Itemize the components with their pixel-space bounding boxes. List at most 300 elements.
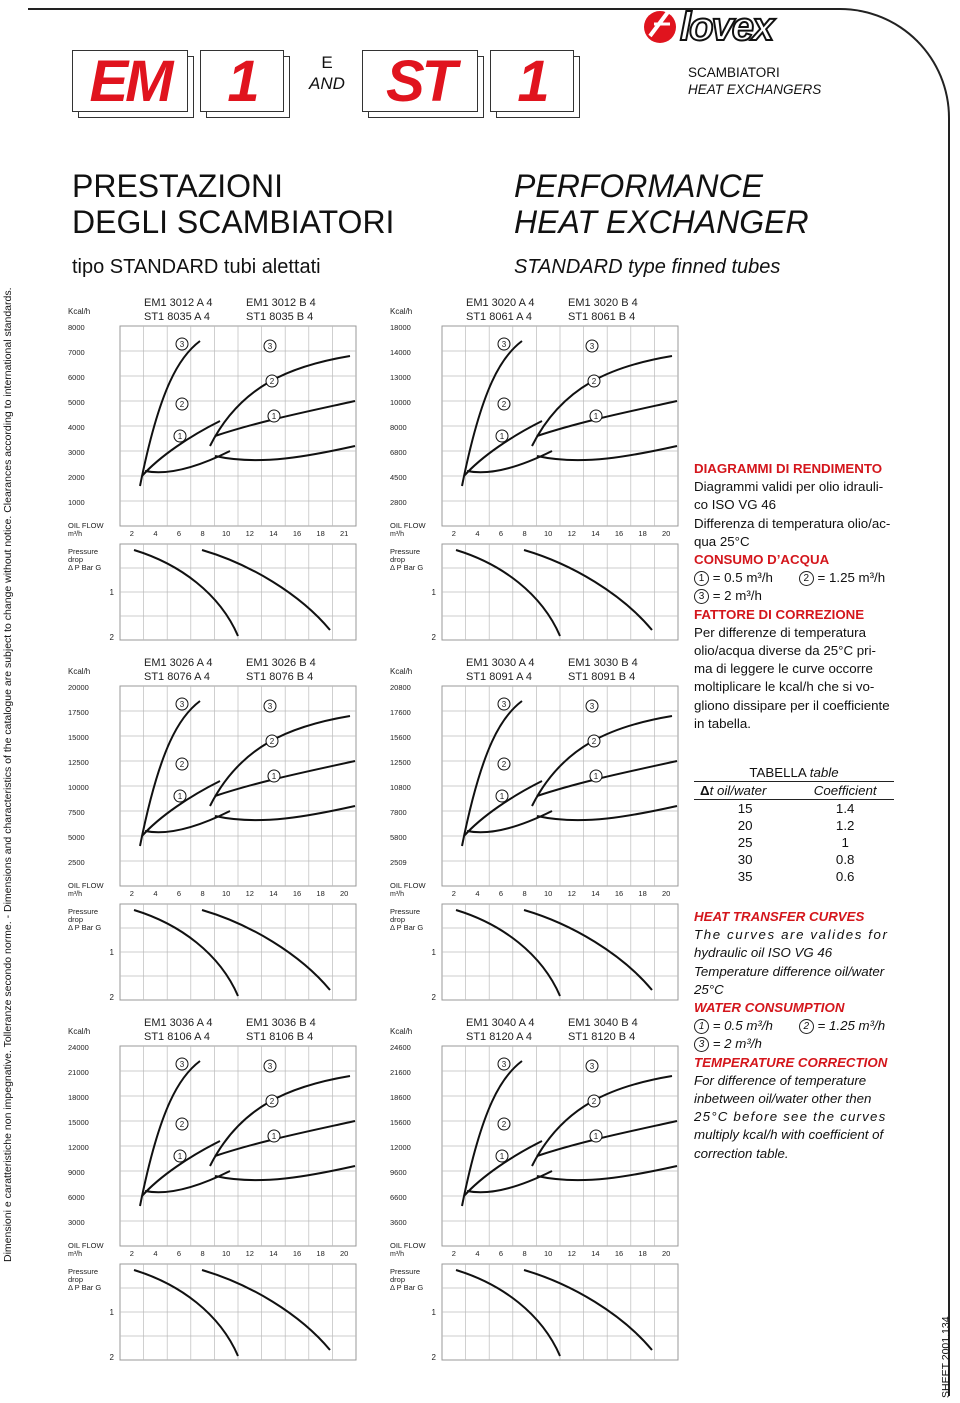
- title-english: PERFORMANCE HEAT EXCHANGER: [514, 168, 809, 240]
- table-row: [694, 834, 894, 851]
- flovex-logo: [640, 6, 820, 46]
- axis-label-pressure: Pressure: [390, 907, 421, 916]
- x-tick-label: 16: [292, 529, 302, 538]
- pressure-curve-b: [202, 1270, 330, 1350]
- x-tick-label: 8: [522, 529, 527, 538]
- text-line: Differenza di temperatura olio/ac-: [694, 515, 891, 531]
- y-tick-label: 18000: [390, 323, 411, 332]
- x-tick-label: 16: [292, 1249, 302, 1258]
- axis-label-pressure: Δ P Bar G: [390, 563, 424, 572]
- axis-unit-oil-flow: m³/h: [390, 531, 404, 538]
- x-tick-label: 12: [245, 889, 254, 898]
- heading-temperature: TEMPERATURE CORRECTION: [694, 1054, 888, 1070]
- y-tick-label: 1: [431, 588, 436, 597]
- x-tick-label: 8: [200, 529, 205, 538]
- x-tick-label: 20: [662, 1249, 671, 1258]
- x-tick-label: 2: [451, 889, 456, 898]
- x-tick-label: 6: [176, 889, 182, 898]
- table-cell: 35: [737, 869, 753, 884]
- x-tick-label: 10: [222, 889, 231, 898]
- axis-unit-kcal: Kcal/h: [68, 307, 91, 316]
- axis-unit-kcal: Kcal/h: [390, 667, 413, 676]
- axis-label-pressure: Δ P Bar G: [390, 923, 424, 932]
- y-tick-label: 10000: [390, 398, 411, 407]
- pressure-curve-a: [456, 550, 560, 636]
- y-tick-label: 8000: [390, 423, 407, 432]
- axis-unit-oil-flow: m³/h: [68, 1251, 82, 1258]
- y-tick-label: 12000: [68, 1143, 89, 1152]
- axis-label-oil-flow: OIL FLOW: [68, 881, 104, 890]
- x-tick-label: 8: [522, 1249, 527, 1258]
- model-label-b2: ST1 8091 B 4: [568, 671, 636, 683]
- axis-unit-oil-flow: m³/h: [390, 1251, 404, 1258]
- y-tick-label: 2: [109, 633, 114, 642]
- x-tick-label: 10: [222, 529, 231, 538]
- text-line: multiply kcal/h with coefficient of: [694, 1127, 884, 1143]
- curve-marker-label: 3: [267, 1062, 273, 1071]
- performance-chart: [62, 650, 362, 1020]
- table-cell: 0.6: [835, 869, 855, 884]
- table-cell: 20: [737, 818, 753, 833]
- pressure-curve-a: [134, 550, 238, 636]
- x-tick-label: 6: [176, 529, 182, 538]
- x-tick-label: 16: [292, 889, 302, 898]
- y-tick-label: 17500: [68, 708, 89, 717]
- model-label-b1: EM1 3026 B 4: [246, 657, 316, 669]
- curve-marker-label: 1: [499, 1152, 505, 1161]
- axis-label-pressure: drop: [68, 915, 84, 924]
- text-line: The curves are valides for: [694, 927, 889, 943]
- curve-marker-label: 1: [593, 1132, 599, 1141]
- y-tick-label: 3000: [68, 1218, 85, 1227]
- heading-heat-transfer: HEAT TRANSFER CURVES: [694, 909, 865, 924]
- text-line: olio/acqua diverse da 25°C pri-: [694, 643, 876, 659]
- performance-chart: [384, 290, 684, 660]
- pressure-curve-b: [202, 550, 330, 630]
- x-tick-label: 8: [200, 889, 205, 898]
- x-tick-label: 18: [316, 889, 325, 898]
- curve-marker-label: 2: [591, 1097, 597, 1106]
- axis-unit-oil-flow: m³/h: [68, 531, 82, 538]
- y-tick-label: 2000: [68, 473, 85, 482]
- table-cell: 0.8: [835, 852, 855, 867]
- y-tick-label: 15600: [390, 1118, 411, 1127]
- text-line: moltiplicare le kcal/h che si vo-: [694, 679, 875, 695]
- circle-2-icon: 2: [799, 571, 814, 586]
- table-cell: 1.4: [835, 801, 855, 816]
- one-box-a: 1: [200, 50, 284, 112]
- axis-label-oil-flow: OIL FLOW: [68, 1241, 104, 1250]
- x-tick-label: 4: [153, 1249, 158, 1258]
- y-tick-label: 3000: [68, 448, 85, 457]
- consumption-line-1: 1 = 0.5 m³/h 2 = 1.25 m³/h: [694, 569, 890, 587]
- y-tick-label: 9000: [68, 1168, 85, 1177]
- table-title: TABELLA table: [694, 764, 894, 782]
- model-label-b2: ST1 8061 B 4: [568, 311, 636, 323]
- circle-1-icon: 1: [694, 1019, 709, 1034]
- y-tick-label: 21000: [68, 1068, 89, 1077]
- curve-marker-label: 3: [179, 1060, 185, 1069]
- y-tick-label: 2509: [390, 858, 407, 867]
- x-tick-label: 21: [340, 529, 349, 538]
- heading-consumo: CONSUMO D’ACQUA: [694, 552, 830, 568]
- pressure-curve-a: [456, 910, 560, 996]
- text-line: qua 25°C: [694, 533, 750, 549]
- x-tick-label: 20: [340, 889, 349, 898]
- pressure-curve-b: [524, 910, 652, 990]
- axis-label-pressure: drop: [390, 555, 406, 564]
- curve-marker-label: 1: [499, 792, 505, 801]
- x-tick-label: 2: [451, 529, 456, 538]
- model-label-a1: EM1 3012 A 4: [144, 297, 213, 309]
- y-tick-label: 1: [431, 948, 436, 957]
- y-tick-label: 5800: [390, 833, 407, 842]
- consumption-line-1: 1 = 0.5 m³/h 2 = 1.25 m³/h: [694, 1017, 889, 1035]
- x-tick-label: 12: [567, 889, 576, 898]
- performance-chart: [62, 290, 362, 660]
- model-label-a2: ST1 8091 A 4: [466, 671, 533, 683]
- curve-marker-label: 2: [269, 737, 275, 746]
- y-tick-label: 12500: [390, 758, 411, 767]
- curve-marker-label: 3: [501, 700, 507, 709]
- one-box-b: 1: [490, 50, 574, 112]
- y-tick-label: 2: [431, 993, 436, 1002]
- axis-label-pressure: Pressure: [68, 907, 99, 916]
- text-line: 25°C: [694, 981, 724, 997]
- x-tick-label: 14: [591, 889, 600, 898]
- x-tick-label: 10: [544, 1249, 553, 1258]
- model-label-a1: EM1 3040 A 4: [466, 1017, 535, 1029]
- axis-label-pressure: drop: [390, 915, 406, 924]
- x-tick-label: 18: [638, 1249, 647, 1258]
- performance-chart: [62, 1010, 362, 1380]
- text-line: Temperature difference oil/water: [694, 963, 885, 979]
- table-cell: 15: [737, 801, 753, 816]
- curve-marker-label: 2: [501, 760, 507, 769]
- heading-diagrammi: DIAGRAMMI DI RENDIMENTO: [694, 461, 883, 476]
- text-line: co ISO VG 46: [694, 497, 777, 513]
- x-tick-label: 4: [153, 529, 158, 538]
- model-label-b1: EM1 3020 B 4: [568, 297, 638, 309]
- y-tick-label: 10800: [390, 783, 411, 792]
- and-label: E AND: [309, 53, 345, 93]
- y-tick-label: 6000: [68, 1193, 85, 1202]
- performance-chart: [384, 1010, 684, 1380]
- model-label-b2: ST1 8106 B 4: [246, 1031, 314, 1043]
- y-tick-label: 3600: [390, 1218, 407, 1227]
- x-tick-label: 10: [544, 889, 553, 898]
- y-tick-label: 6800: [390, 448, 407, 457]
- pressure-curve-b: [524, 550, 652, 630]
- x-tick-label: 12: [245, 1249, 254, 1258]
- text-line: 25°C before see the curves: [694, 1109, 887, 1125]
- performance-chart: [384, 650, 684, 1020]
- curve-marker-label: 3: [267, 702, 273, 711]
- x-tick-label: 2: [129, 529, 134, 538]
- em-box: EM: [72, 50, 188, 112]
- x-tick-label: 8: [200, 1249, 205, 1258]
- axis-label-pressure: drop: [390, 1275, 406, 1284]
- y-tick-label: 15600: [390, 733, 411, 742]
- x-tick-label: 6: [498, 1249, 504, 1258]
- y-tick-label: 9600: [390, 1168, 407, 1177]
- consumption-line-2: 3 = 2 m³/h: [694, 1035, 889, 1053]
- model-label-a2: ST1 8120 A 4: [466, 1031, 533, 1043]
- sheet-number: SHEET 2001.134: [940, 1316, 952, 1398]
- model-label-a2: ST1 8061 A 4: [466, 311, 533, 323]
- y-tick-label: 24600: [390, 1043, 411, 1052]
- table-col2: Coefficient: [796, 782, 894, 800]
- table-row: [694, 851, 894, 868]
- x-tick-label: 12: [567, 529, 576, 538]
- model-label-b2: ST1 8076 B 4: [246, 671, 314, 683]
- header-subtitle: SCAMBIATORI HEAT EXCHANGERS: [688, 65, 822, 97]
- axis-unit-oil-flow: m³/h: [390, 891, 404, 898]
- curve-marker-label: 3: [179, 700, 185, 709]
- x-tick-label: 4: [475, 1249, 480, 1258]
- correction-table: [694, 764, 894, 885]
- x-tick-label: 18: [316, 1249, 325, 1258]
- y-tick-label: 17600: [390, 708, 411, 717]
- y-tick-label: 18600: [390, 1093, 411, 1102]
- title-italian: PRESTAZIONI DEGLI SCAMBIATORI: [72, 168, 395, 240]
- curve-marker-label: 3: [589, 1062, 595, 1071]
- x-tick-label: 20: [662, 529, 671, 538]
- model-label-b2: ST1 8035 B 4: [246, 311, 314, 323]
- curve-marker-label: 1: [177, 432, 183, 441]
- curve-marker-label: 2: [179, 760, 185, 769]
- curve-marker-label: 1: [271, 412, 277, 421]
- curve-marker-label: 1: [499, 432, 505, 441]
- circle-2-icon: 2: [799, 1019, 814, 1034]
- x-tick-label: 2: [129, 889, 134, 898]
- table-cell: 25: [737, 835, 753, 850]
- pressure-curve-b: [524, 1270, 652, 1350]
- axis-unit-kcal: Kcal/h: [390, 307, 413, 316]
- curve-marker-label: 2: [269, 377, 275, 386]
- x-tick-label: 10: [222, 1249, 231, 1258]
- x-tick-label: 18: [638, 889, 647, 898]
- x-tick-label: 4: [475, 529, 480, 538]
- circle-3-icon: 3: [694, 1037, 709, 1052]
- y-tick-label: 8000: [68, 323, 85, 332]
- y-tick-label: 6600: [390, 1193, 407, 1202]
- curve-marker-label: 3: [589, 342, 595, 351]
- y-tick-label: 2800: [390, 498, 407, 507]
- curve-marker-label: 3: [501, 1060, 507, 1069]
- y-tick-label: 4000: [68, 423, 85, 432]
- x-tick-label: 14: [269, 529, 278, 538]
- circle-1-icon: 1: [694, 571, 709, 586]
- y-tick-label: 1: [109, 588, 114, 597]
- curve-marker-label: 1: [271, 1132, 277, 1141]
- table-cell: 1: [841, 835, 849, 850]
- text-line: Per differenze di temperatura: [694, 624, 866, 640]
- axis-label-oil-flow: OIL FLOW: [390, 521, 426, 530]
- y-tick-label: 5000: [68, 833, 85, 842]
- axis-label-pressure: Pressure: [390, 547, 421, 556]
- english-description: [694, 908, 889, 1163]
- text-line: gliono dissipare per il coefficiente: [694, 697, 890, 713]
- heading-fattore: FATTORE DI CORREZIONE: [694, 606, 865, 622]
- curve-marker-label: 2: [591, 737, 597, 746]
- pressure-curve-a: [134, 1270, 238, 1356]
- table-col1: Δt oil/water: [694, 782, 796, 800]
- y-tick-label: 21600: [390, 1068, 411, 1077]
- y-tick-label: 2: [431, 1353, 436, 1362]
- text-line: hydraulic oil ISO VG 46: [694, 945, 833, 961]
- pressure-curve-b: [202, 910, 330, 990]
- y-tick-label: 20800: [390, 683, 411, 692]
- circle-3-icon: 3: [694, 589, 709, 604]
- svg-text:lovex: lovex: [680, 6, 773, 46]
- x-tick-label: 14: [269, 1249, 278, 1258]
- curve-marker-label: 1: [177, 792, 183, 801]
- curve-marker-label: 2: [179, 1120, 185, 1129]
- curve-marker-label: 2: [591, 377, 597, 386]
- y-tick-label: 4500: [390, 473, 407, 482]
- x-tick-label: 16: [614, 1249, 624, 1258]
- model-label-b1: EM1 3012 B 4: [246, 297, 316, 309]
- disclaimer-sidebar: Dimensioni e caratteristiche non impegnative. Tolleranze secondo norme. - Dimensions and characteristics of the catalogue are subject to change without notice. Clearances according to international standards.: [2, 287, 14, 1262]
- x-tick-label: 4: [153, 889, 158, 898]
- y-tick-label: 12000: [390, 1143, 411, 1152]
- axis-label-pressure: Δ P Bar G: [390, 1283, 424, 1292]
- y-tick-label: 1: [431, 1308, 436, 1317]
- curve-marker-label: 3: [267, 342, 273, 351]
- curve-marker-label: 1: [593, 412, 599, 421]
- x-tick-label: 18: [638, 529, 647, 538]
- text-line: correction table.: [694, 1145, 789, 1161]
- x-tick-label: 16: [614, 889, 624, 898]
- curve-marker-label: 2: [501, 400, 507, 409]
- x-tick-label: 2: [451, 1249, 456, 1258]
- y-tick-label: 1: [109, 948, 114, 957]
- model-label-a1: EM1 3020 A 4: [466, 297, 535, 309]
- text-line: in tabella.: [694, 715, 751, 731]
- y-tick-label: 13000: [390, 373, 411, 382]
- model-label-b2: ST1 8120 B 4: [568, 1031, 636, 1043]
- axis-unit-kcal: Kcal/h: [68, 667, 91, 676]
- x-tick-label: 10: [544, 529, 553, 538]
- model-label-b1: EM1 3030 B 4: [568, 657, 638, 669]
- model-label-a2: ST1 8106 A 4: [144, 1031, 211, 1043]
- axis-unit-kcal: Kcal/h: [390, 1027, 413, 1036]
- axis-label-pressure: Pressure: [390, 1267, 421, 1276]
- curve-marker-label: 3: [589, 702, 595, 711]
- y-tick-label: 5000: [68, 398, 85, 407]
- y-tick-label: 24000: [68, 1043, 89, 1052]
- model-label-a2: ST1 8035 A 4: [144, 311, 211, 323]
- table-cell: 30: [737, 852, 753, 867]
- y-tick-label: 20000: [68, 683, 89, 692]
- x-tick-label: 14: [269, 889, 278, 898]
- table-row: [694, 817, 894, 834]
- x-tick-label: 2: [129, 1249, 134, 1258]
- model-label-a1: EM1 3036 A 4: [144, 1017, 213, 1029]
- text-line: Diagrammi validi per olio idrauli-: [694, 479, 884, 495]
- y-tick-label: 2: [109, 1353, 114, 1362]
- heading-water: WATER CONSUMPTION: [694, 1000, 845, 1016]
- y-tick-label: 14000: [390, 348, 411, 357]
- text-line: inbetween oil/water other then: [694, 1091, 872, 1107]
- italian-description: [694, 460, 890, 733]
- curve-marker-label: 2: [501, 1120, 507, 1129]
- curve-marker-label: 3: [179, 340, 185, 349]
- axis-label-pressure: Pressure: [68, 1267, 99, 1276]
- curve-marker-label: 1: [593, 772, 599, 781]
- st-box: ST: [362, 50, 478, 112]
- axis-label-pressure: Δ P Bar G: [68, 563, 102, 572]
- model-label-b1: EM1 3036 B 4: [246, 1017, 316, 1029]
- x-tick-label: 16: [614, 529, 624, 538]
- table-cell: 1.2: [835, 818, 855, 833]
- y-tick-label: 7800: [390, 808, 407, 817]
- axis-label-pressure: Δ P Bar G: [68, 923, 102, 932]
- x-tick-label: 8: [522, 889, 527, 898]
- x-tick-label: 14: [591, 529, 600, 538]
- model-label-a2: ST1 8076 A 4: [144, 671, 211, 683]
- axis-label-pressure: Pressure: [68, 547, 99, 556]
- model-label-a1: EM1 3030 A 4: [466, 657, 535, 669]
- table-row: [694, 868, 894, 885]
- text-line: For difference of temperature: [694, 1072, 867, 1088]
- axis-label-oil-flow: OIL FLOW: [390, 881, 426, 890]
- model-label-b1: EM1 3040 B 4: [568, 1017, 638, 1029]
- y-tick-label: 7500: [68, 808, 85, 817]
- y-tick-label: 1: [109, 1308, 114, 1317]
- curve-marker-label: 1: [177, 1152, 183, 1161]
- curve-marker-label: 1: [271, 772, 277, 781]
- pressure-curve-a: [456, 1270, 560, 1356]
- model-label-a1: EM1 3026 A 4: [144, 657, 213, 669]
- x-tick-label: 6: [498, 529, 504, 538]
- axis-label-pressure: Δ P Bar G: [68, 1283, 102, 1292]
- x-tick-label: 14: [591, 1249, 600, 1258]
- table-row: [694, 800, 894, 818]
- y-tick-label: 10000: [68, 783, 89, 792]
- curve-marker-label: 2: [179, 400, 185, 409]
- y-tick-label: 2500: [68, 858, 85, 867]
- axis-unit-kcal: Kcal/h: [68, 1027, 91, 1036]
- x-tick-label: 18: [316, 529, 325, 538]
- text-line: ma di leggere le curve occorre: [694, 661, 873, 677]
- y-tick-label: 15000: [68, 733, 89, 742]
- axis-label-oil-flow: OIL FLOW: [390, 1241, 426, 1250]
- x-tick-label: 12: [567, 1249, 576, 1258]
- y-tick-label: 2: [109, 993, 114, 1002]
- y-tick-label: 15000: [68, 1118, 89, 1127]
- y-tick-label: 7000: [68, 348, 85, 357]
- curve-marker-label: 3: [501, 340, 507, 349]
- x-tick-label: 20: [662, 889, 671, 898]
- x-tick-label: 6: [176, 1249, 182, 1258]
- y-tick-label: 1000: [68, 498, 85, 507]
- x-tick-label: 4: [475, 889, 480, 898]
- consumption-line-2: 3 = 2 m³/h: [694, 587, 890, 605]
- x-tick-label: 6: [498, 889, 504, 898]
- y-tick-label: 12500: [68, 758, 89, 767]
- pressure-curve-a: [134, 910, 238, 996]
- y-tick-label: 2: [431, 633, 436, 642]
- x-tick-label: 20: [340, 1249, 349, 1258]
- y-tick-label: 6000: [68, 373, 85, 382]
- subtitle-english: STANDARD type finned tubes: [514, 256, 781, 278]
- curve-marker-label: 2: [269, 1097, 275, 1106]
- axis-unit-oil-flow: m³/h: [68, 891, 82, 898]
- x-tick-label: 12: [245, 529, 254, 538]
- axis-label-oil-flow: OIL FLOW: [68, 521, 104, 530]
